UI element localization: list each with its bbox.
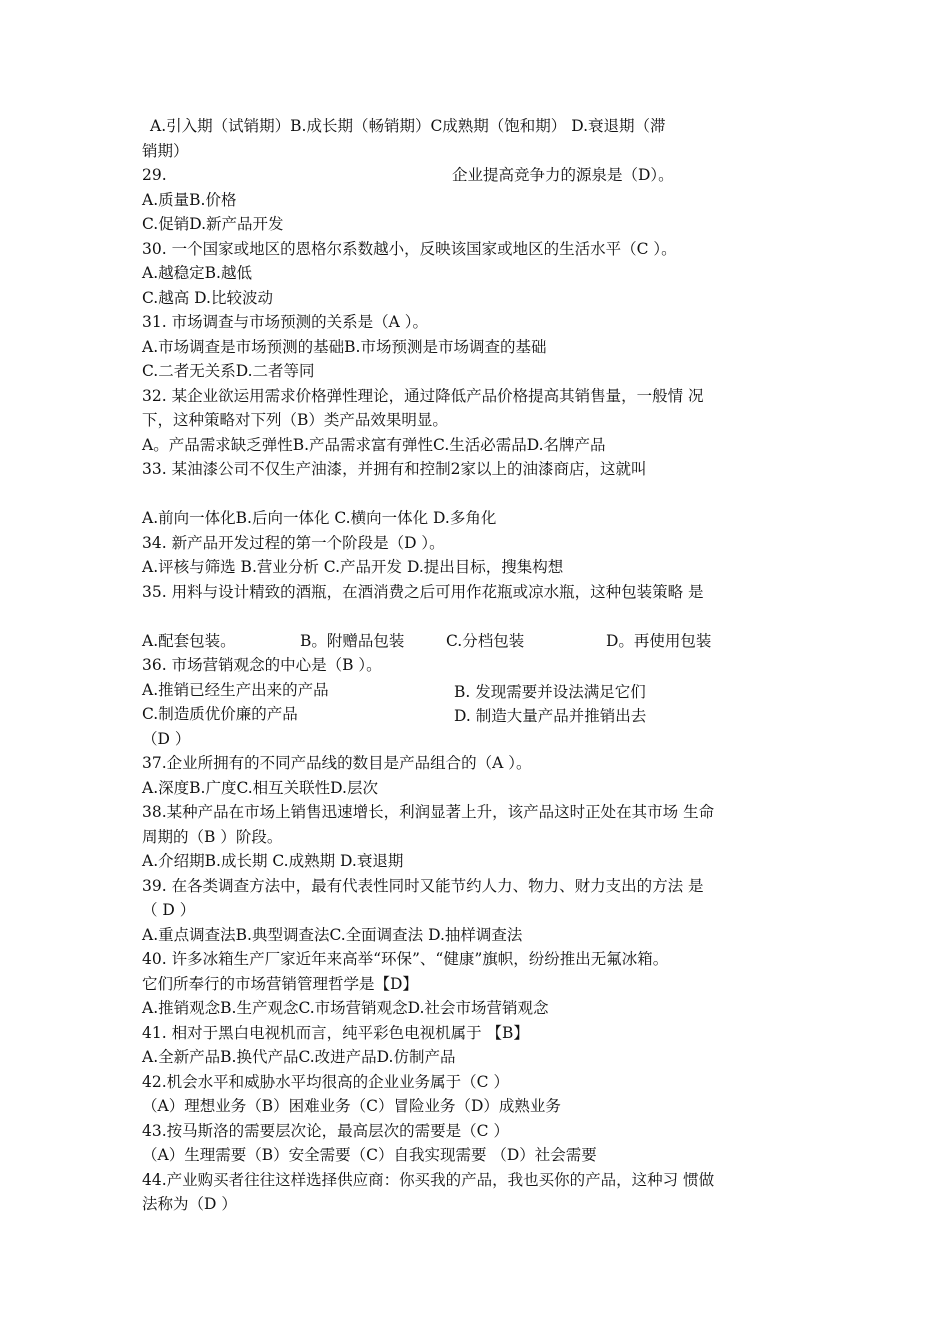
q30-options-1: A.越稳定B.越低: [142, 264, 252, 282]
q43-question: 43.按马斯洛的需要层次论，最高层次的需要是（C ）: [142, 1121, 509, 1140]
blank-line: [142, 604, 832, 629]
q42-options: （A）理想业务（B）困难业务（C）冒险业务（D）成熟业务: [142, 1097, 561, 1115]
q31-question: 31. 市场调查与市场预测的关系是（A ）。: [142, 313, 428, 331]
q39-question-line-1: 39. 在各类调查方法中，最有代表性同时又能节约人力、物力、财力支出的方法 是: [142, 876, 704, 895]
q39-question-line-2: （ D ）: [142, 901, 196, 919]
q29-text: 企业提高竞争力的源泉是（D）。: [452, 166, 674, 184]
q44-question-line-2: 法称为（D ）: [142, 1195, 237, 1213]
q37-options: A.深度B.广度C.相互关联性D.层次: [142, 778, 378, 797]
q35-question: 35. 用料与设计精致的酒瓶，在酒消费之后可用作花瓶或凉水瓶，这种包装策略 是: [142, 582, 704, 601]
q39-options: A.重点调查法B.典型调查法C.全面调查法 D.抽样调查法: [142, 925, 523, 944]
q37-question: 37.企业所拥有的不同产品线的数目是产品组合的（A ）。: [142, 754, 532, 772]
q29-number: 29.: [142, 166, 167, 184]
q36-answer: （D ）: [142, 729, 191, 748]
q36-option-c: C.制造质优价廉的产品: [142, 705, 298, 723]
q36-option-a: A.推销已经生产出来的产品: [142, 680, 329, 699]
q41-question: 41. 相对于黑白电视机而言，纯平彩色电视机属于 【B】: [142, 1023, 529, 1042]
q29-options-1: A.质量B.价格: [142, 190, 237, 209]
q28-options-line-2: 销期）: [142, 141, 189, 160]
q38-question-line-2: 周期的（B ）阶段。: [142, 827, 283, 846]
q30-question: 30. 一个国家或地区的恩格尔系数越小，反映该国家或地区的生活水平（C ）。: [142, 239, 677, 258]
q35-option-c: C.分档包装: [446, 631, 525, 650]
q36-option-d: D. 制造大量产品并推销出去: [454, 707, 647, 725]
q38-question-line-1: 38.某种产品在市场上销售迅速增长，利润显著上升，该产品这时正处在其市场 生命: [142, 803, 715, 821]
q36-options-row-1: [142, 678, 832, 703]
q40-question-line-2: 它们所奉行的市场营销管理哲学是【D】: [142, 974, 418, 993]
q38-options: A.介绍期B.成长期 C.成熟期 D.衰退期: [142, 852, 404, 870]
q42-question: 42.机会水平和威胁水平均很高的企业业务属于（C ）: [142, 1072, 509, 1091]
document-body: [142, 114, 832, 1217]
q31-options-1: A.市场调查是市场预测的基础B.市场预测是市场调查的基础: [142, 337, 547, 356]
q35-option-a: A.配套包装。: [142, 631, 236, 650]
q33-options: A.前向一体化B.后向一体化 C.横向一体化 D.多角化: [142, 509, 497, 527]
q29-options-2: C.促销D.新产品开发: [142, 215, 284, 233]
q40-question-line-1: 40. 许多冰箱生产厂家近年来高举“环保”、“健康”旗帜，纷纷推出无氟冰箱。: [142, 950, 669, 968]
q36-option-b: B. 发现需要并设法满足它们: [454, 682, 646, 701]
q30-options-2: C.越高 D.比较波动: [142, 288, 273, 307]
q34-options: A.评核与筛选 B.营业分析 C.产品开发 D.提出目标，搜集构想: [142, 558, 564, 576]
q41-options: A.全新产品B.换代产品C.改进产品D.仿制产品: [142, 1048, 456, 1066]
q43-options: （A）生理需要（B）安全需要（C）自我实现需要 （D）社会需要: [142, 1146, 597, 1164]
q35-option-b: B。附赠品包装: [300, 631, 405, 650]
q33-question: 33. 某油漆公司不仅生产油漆，并拥有和控制2家以上的油漆商店，这就叫: [142, 460, 647, 478]
q31-options-2: C.二者无关系D.二者等同: [142, 362, 315, 380]
q35-options: [142, 629, 832, 654]
q29-question: [142, 163, 832, 188]
q32-question-line-2: 下，这种策略对下列（B）类产品效果明显。: [142, 411, 448, 429]
q32-question-line-1: 32. 某企业欲运用需求价格弹性理论，通过降低产品价格提高其销售量，一般情 况: [142, 386, 704, 405]
q36-options-row-2: [142, 702, 832, 727]
q36-question: 36. 市场营销观念的中心是（B ）。: [142, 656, 382, 674]
q44-question-line-1: 44.产业购买者往往这样选择供应商：你买我的产品，我也买你的产品，这种习 惯做: [142, 1170, 715, 1189]
q28-options-line-1: A.引入期（试销期）B.成长期（畅销期）C成熟期（饱和期） D.衰退期（滞: [150, 117, 666, 135]
q35-option-d: D。再使用包装: [606, 631, 712, 650]
q40-options: A.推销观念B.生产观念C.市场营销观念D.社会市场营销观念: [142, 999, 549, 1017]
blank-line: [142, 482, 832, 507]
q32-options: A。产品需求缺乏弹性B.产品需求富有弹性C.生活必需品D.名牌产品: [142, 435, 606, 454]
q34-question: 34. 新产品开发过程的第一个阶段是（D ）。: [142, 533, 445, 552]
